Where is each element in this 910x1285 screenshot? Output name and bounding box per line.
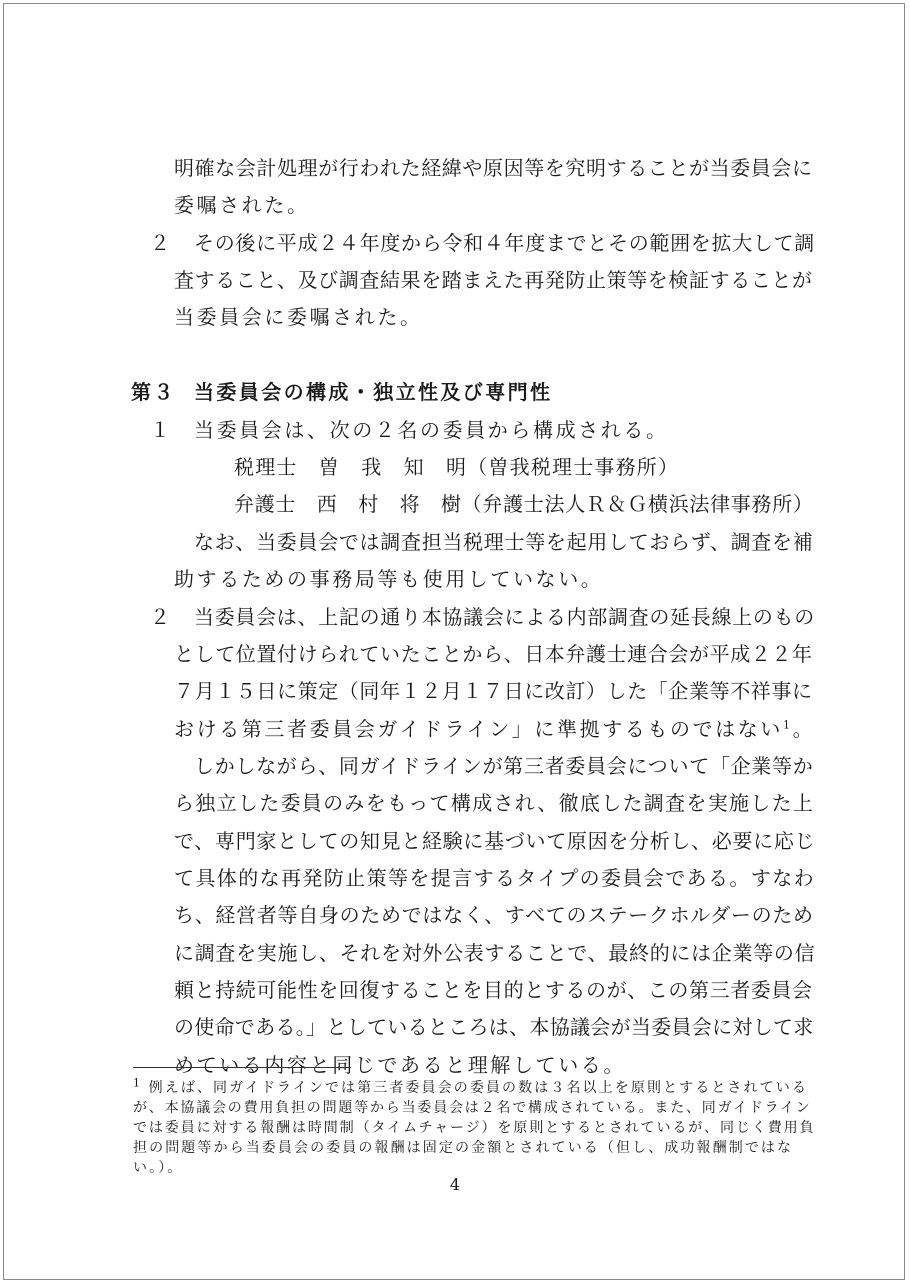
body-text-line: しかしながら、同ガイドラインが第三者委員会について「企業等か <box>194 754 814 778</box>
body-text-line: 頼と持続可能性を回復することを目的とするのが、この第三者委員会 <box>174 978 813 1002</box>
footnote-separator <box>133 1067 351 1068</box>
body-text-line: ７月１５日に策定（同年１２月１７日に改訂）した「企業等不祥事に <box>174 679 813 703</box>
footnote-text: 例えば、同ガイドラインでは第三者委員会の委員の数は３名以上を原則とするとされている <box>142 1080 808 1096</box>
body-text-line: で、専門家としての知見と経験に基づいて原因を分析し、必要に応じ <box>174 829 816 853</box>
body-text-line: その後に平成２４年度から令和４年度までとその範囲を拡大して調 <box>194 231 815 255</box>
body-text-line: 当委員会は、上記の通り本協議会による内部調査の延長線上のもの <box>194 605 815 629</box>
body-text-line: 明確な会計処理が行われた経緯や原因等を究明することが当委員会に <box>174 156 813 180</box>
footnote-line <box>133 1076 808 1097</box>
body-text-line: 委嘱された。 <box>174 193 310 217</box>
item-number: ２ <box>150 231 170 255</box>
body-text-line: ら独立した委員のみをもって構成され、徹底した調査を実施した上 <box>174 791 815 815</box>
section-heading-number: 第３ <box>131 380 176 404</box>
body-text-line: 当委員会は、次の２名の委員から構成される。 <box>194 418 669 442</box>
member-entry: 弁護士 西 村 将 樹（弁護士法人Ｒ＆Ｇ横浜法律事務所） <box>234 492 814 516</box>
body-text-line: て具体的な再発防止策等を提言するタイプの委員会である。すなわ <box>174 866 815 890</box>
footnote-line: 担の問題等から当委員会の委員の報酬は固定の金額とされている（但し、成功報酬制ではな <box>133 1140 794 1156</box>
body-text: 。 <box>792 717 816 741</box>
footnote-line: い。）。 <box>133 1160 184 1176</box>
body-text-line <box>174 717 815 741</box>
footnote-marker: 1 <box>133 1076 143 1090</box>
body-text-line: 当委員会に委嘱された。 <box>174 305 423 329</box>
section-heading-title: 当委員会の構成・独立性及び専門性 <box>194 380 553 404</box>
footnote-line: が、本協議会の費用負担の問題等から当委員会は２名で構成されている。また、同ガイドライン <box>133 1100 812 1116</box>
body-text-line: として位置付けられていたことから、日本弁護士連合会が平成２２年 <box>174 642 813 666</box>
body-text-line: 査すること、及び調査結果を踏まえた再発防止策等を検証することが <box>174 268 813 292</box>
member-entry: 税理士 曽 我 知 明（曽我税理士事務所） <box>234 455 680 479</box>
body-text: おける第三者委員会ガイドライン」に準拠するものではない <box>174 717 783 741</box>
item-number: ２ <box>150 605 170 629</box>
body-text-line: 助するための事務局等も使用していない。 <box>174 567 604 591</box>
body-text-line: ち、経営者等自身のためではなく、すべてのステークホルダーのため <box>174 903 814 927</box>
body-text-line: なお、当委員会では調査担当税理士等を起用しておらず、調査を補 <box>194 530 814 554</box>
item-number: １ <box>150 418 170 442</box>
body-text-line: めている内容と同じであると理解している。 <box>174 1053 626 1077</box>
footnote-reference: 1 <box>783 718 793 732</box>
body-text-line: に調査を実施し、それを対外公表することで、最終的には企業等の信 <box>174 941 816 965</box>
page-number: 4 <box>449 1175 461 1194</box>
body-text-line: の使命である。」としているところは、本協議会が当委員会に対して求 <box>174 1015 814 1039</box>
footnote-line: では委員に対する報酬は時間制（タイムチャージ）を原則とするとされているが、同じく費用負 <box>133 1120 816 1136</box>
